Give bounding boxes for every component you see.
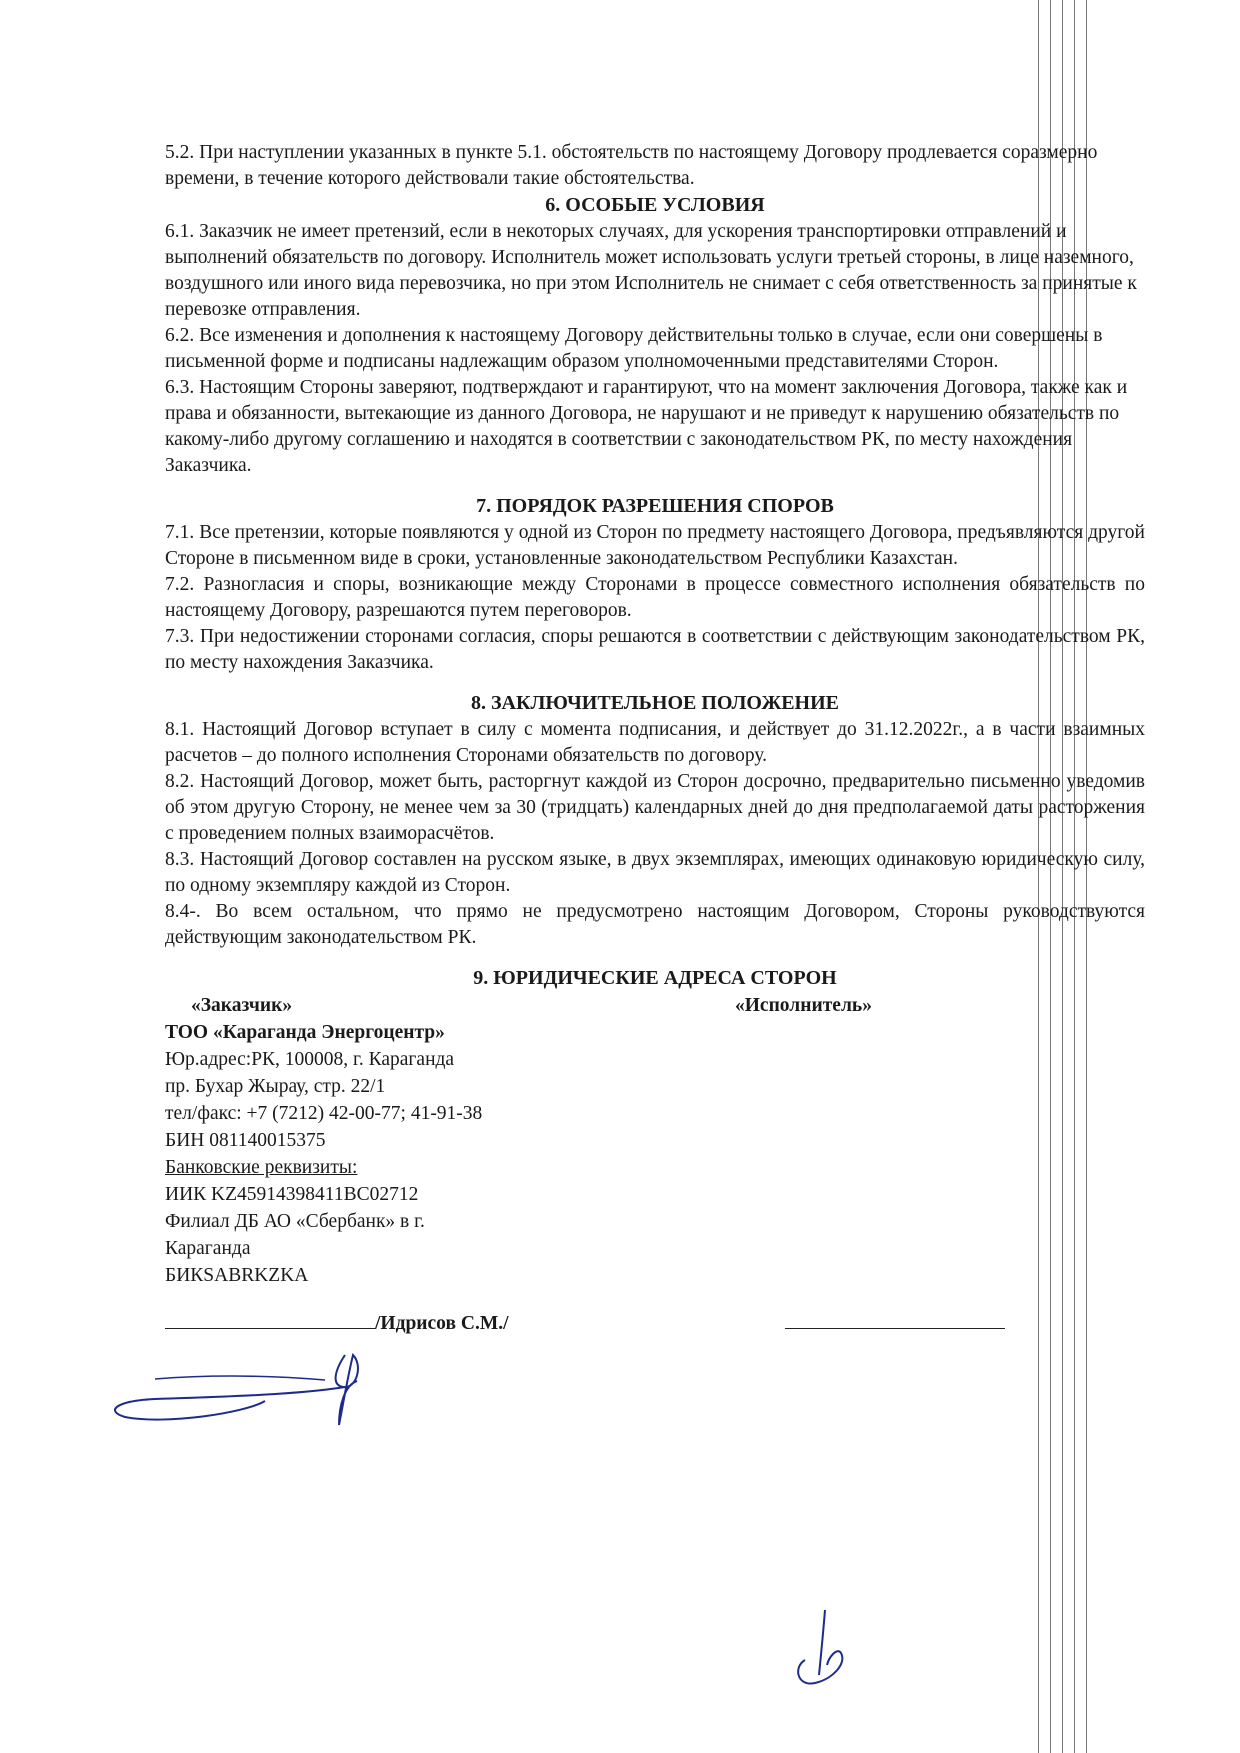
customer-iik: ИИК KZ45914398411BC02712 (165, 1184, 419, 1205)
customer-bank-line2: Караганда (165, 1238, 251, 1259)
clause-8-1: 8.1. Настоящий Договор вступает в силу с момента подписания, и действует до 31.12.2022г., а в части взаимных расчетов – до полного исполнения Сторонами обязательств по договору. (165, 719, 1145, 766)
customer-block (165, 992, 685, 1289)
clause-7-1: 7.1. Все претензии, которые появляются у одной из Сторон по предмету настоящего Договора, предъявляются другой Стороне в письменном виде в сроки, установленные законодательством Республики Казахстан. (165, 522, 1145, 569)
clause-6-2: 6.2. Все изменения и дополнения к настоящему Договору действительны только в случае, если они совершены в письменной форме и подписаны надлежащим образом уполномоченными представителями Сторон. (165, 325, 1103, 372)
section-8-title: 8. ЗАКЛЮЧИТЕЛЬНОЕ ПОЛОЖЕНИЕ (470, 692, 840, 714)
clause-8-2: 8.2. Настоящий Договор, может быть, расторгнут каждой из Сторон досрочно, предварительно письменно уведомив об этом другую Сторону, не менее чем за 30 (тридцать) календарных дней до дня предполагаемой даты расторжения с проведением полных взаиморасчётов. (165, 771, 1145, 844)
document-body (165, 140, 1145, 1352)
section-6-title: 6. ОСОБЫЕ УСЛОВИЯ (545, 194, 765, 216)
customer-bin: БИН 081140015375 (165, 1130, 326, 1151)
customer-address-line1: Юр.адрес:РК, 100008, г. Караганда (165, 1049, 455, 1070)
contractor-signature-line (785, 1328, 1005, 1329)
customer-address-line2: пр. Бухар Жырау, стр. 22/1 (165, 1076, 386, 1097)
clause-7-3: 7.3. При недостижении сторонами согласия, споры решаются в соответствии с действующим законодательством РК, по месту нахождения Заказчика. (165, 626, 1145, 673)
contractor-label: «Исполнитель» (735, 995, 872, 1016)
handwritten-signature (95, 1325, 375, 1435)
customer-signatory: /Идрисов С.М./ (375, 1313, 509, 1334)
section-7-title: 7. ПОРЯДОК РАЗРЕШЕНИЯ СПОРОВ (476, 495, 834, 517)
clause-5-2: 5.2. При наступлении указанных в пункте 5.1. обстоятельств по настоящему Договору продлевается соразмерно времени, в течение которого действовали такие обстоятельства. (165, 142, 1098, 189)
clause-6-1: 6.1. Заказчик не имеет претензий, если в некоторых случаях, для ускорения транспортировки отправлений и выполнений обязательств по договору. Исполнитель может использовать услуги третьей стороны, в лице наземного, воздушного или иного вида перевозчика, но при этом Исполнитель не снимает с себя ответственность за принятые к перевозке отправления. (165, 221, 1137, 320)
customer-bank-line1: Филиал ДБ АО «Сбербанк» в г. (165, 1211, 425, 1232)
customer-label: «Заказчик» (191, 995, 293, 1016)
handwritten-initials (785, 1605, 865, 1695)
customer-company: ТОО «Караганда Энергоцентр» (165, 1022, 445, 1043)
party-details (165, 992, 1145, 1352)
clause-8-4: 8.4-. Во всем остальном, что прямо не предусмотрено настоящим Договором, Стороны руководствуются действующим законодательством РК. (165, 901, 1145, 948)
customer-phone: тел/факс: +7 (7212) 42-00-77; 41-91-38 (165, 1103, 483, 1124)
customer-bik: БИКSABRKZKA (165, 1265, 309, 1286)
clause-7-2: 7.2. Разногласия и споры, возникающие между Сторонами в процессе совместного исполнения обязательств по настоящему Договору, разрешаются путем переговоров. (165, 574, 1145, 621)
bank-details-header: Банковские реквизиты: (165, 1157, 358, 1178)
section-9-title: 9. ЮРИДИЧЕСКИЕ АДРЕСА СТОРОН (473, 967, 837, 989)
clause-6-3: 6.3. Настоящим Стороны заверяют, подтверждают и гарантируют, что на момент заключения Договора, также как и права и обязанности, вытекающие из данного Договора, не нарушают и не приведут к нарушению обязательств по какому-либо другому соглашению и находятся в соответствии с законодательством РК, по месту нахождения Заказчика. (165, 377, 1128, 476)
clause-8-3: 8.3. Настоящий Договор составлен на русском языке, в двух экземплярах, имеющих одинаковую юридическую силу, по одному экземпляру каждой из Сторон. (165, 849, 1145, 896)
